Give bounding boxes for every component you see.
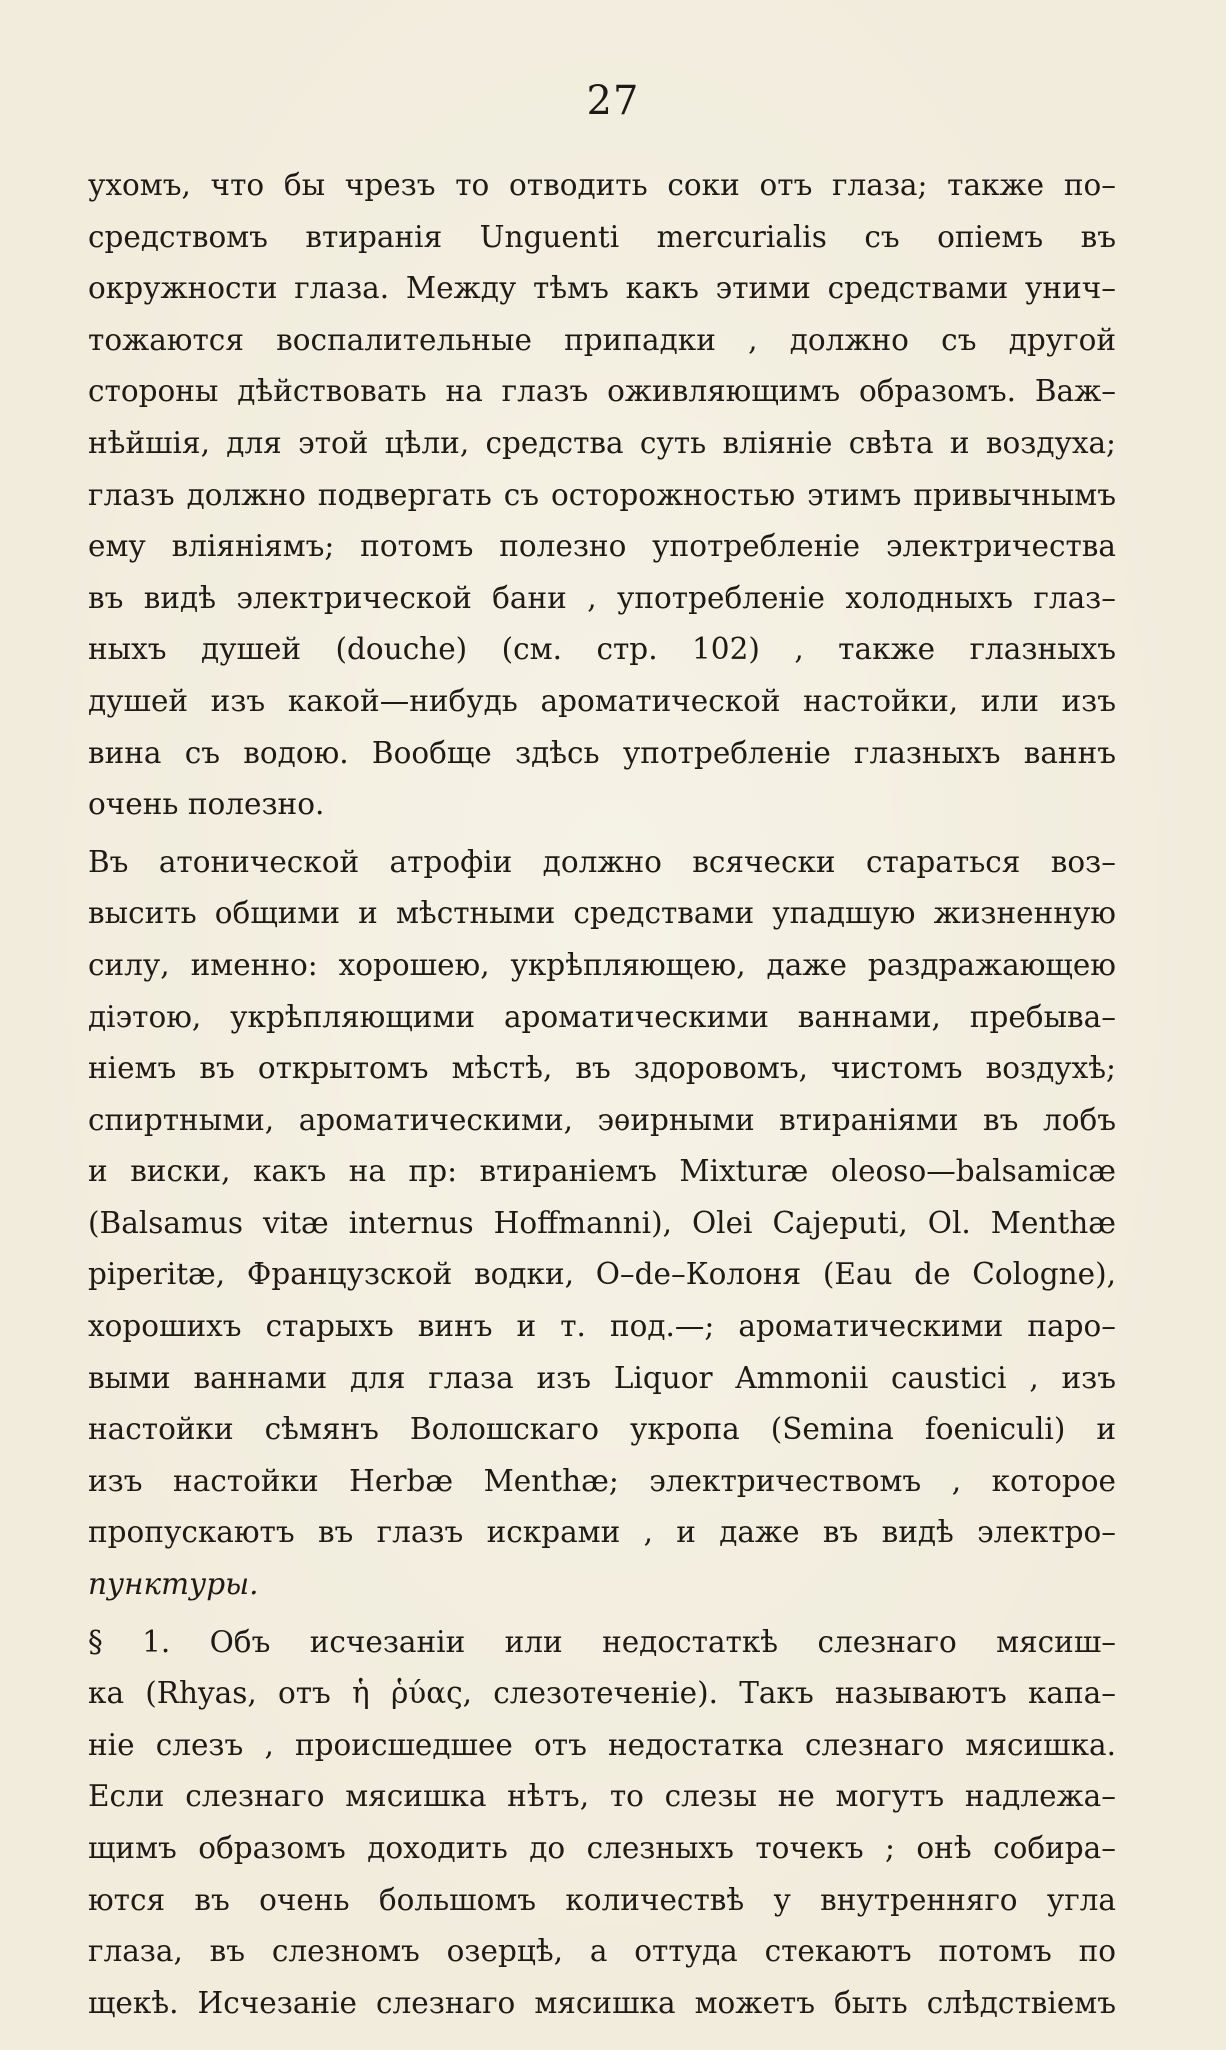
text-line: пропускаютъ въ глазъ искрами , и даже въ видѣ электро–: [88, 1515, 1116, 1550]
text-line: ухомъ, что бы чрезъ то отводить соки отъ глаза; также по–: [88, 168, 1116, 202]
text-line: окружности глаза. Между тѣмъ какъ этими средствами унич–: [88, 271, 1116, 306]
text-line: (Balsamus vitæ internus Hoffmanni), Olei Cajeputi, Ol. Menthæ: [88, 1205, 1116, 1240]
text-line: вина съ водою. Вообще здѣсь употребленіе глазныхъ ваннъ: [88, 735, 1116, 770]
text-line: душей изъ какой—нибудь ароматической настойки, или изъ: [88, 683, 1116, 718]
page-body: [88, 160, 1116, 2029]
text-line: ются въ очень большомъ количествѣ у внутренняго угла: [88, 1882, 1116, 1917]
text-line: ніе слезъ , происшедшее отъ недостатка слезнаго мясишка.: [88, 1727, 1116, 1762]
text-line: Если слезнаго мясишка нѣтъ, то слезы не могутъ надлежа–: [88, 1779, 1116, 1814]
text-line: piperitæ, Французской водки, O–de–Колоня (Eau de Cologne),: [88, 1257, 1116, 1292]
text-line: глаза, въ слезномъ озерцѣ, а оттуда стекаютъ потомъ по: [88, 1934, 1116, 1969]
text-line: стороны дѣйствовать на глазъ оживляющимъ образомъ. Важ–: [88, 374, 1116, 409]
text-line: и виски, какъ на пр: втираніемъ Mixturæ oleoso—balsamicæ: [88, 1154, 1116, 1189]
text-line: § 1. Объ исчезаніи или недостаткѣ слезнаго мясиш–: [88, 1624, 1116, 1659]
text-line: ныхъ душей (douche) (см. стр. 102) , также глазныхъ: [88, 632, 1116, 667]
text-line: высить общими и мѣстными средствами упадшую жизненную: [88, 896, 1116, 931]
text-line: хорошихъ старыхъ винъ и т. под.—; ароматическими паро–: [88, 1309, 1116, 1344]
text-line: глазъ должно подвергать съ осторожностью этимъ привычнымъ: [88, 477, 1116, 512]
text-line: настойки сѣмянъ Волошскаго укропа (Semina foeniculi) и: [88, 1412, 1116, 1447]
text-line: тожаются воспалительные припадки , должно съ другой: [88, 322, 1116, 357]
paragraph-1: [88, 160, 1116, 831]
text-line: щекѣ. Исчезаніе слезнаго мясишка можетъ быть слѣдствіемъ: [88, 1985, 1116, 2020]
paragraph-3: [88, 1617, 1116, 2030]
text-line: выми ваннами для глаза изъ Liquor Ammonii caustici , изъ: [88, 1360, 1116, 1395]
text-line: средствомъ втиранія Unguenti mercurialis съ опіемъ въ: [88, 219, 1116, 254]
text-line: пунктуры.: [88, 1567, 259, 1602]
text-line: Въ атонической атрофіи должно всячески стараться воз–: [88, 844, 1116, 879]
text-line: очень полезно.: [88, 787, 325, 822]
text-line: въ видѣ электрической бани , употребленіе холодныхъ глаз–: [88, 580, 1116, 615]
text-line: нѣйшія, для этой цѣли, средства суть вліяніе свѣта и воздуха;: [88, 425, 1116, 460]
text-line: изъ настойки Herbæ Menthæ; электричествомъ , которое: [88, 1463, 1116, 1498]
text-line: ніемъ въ открытомъ мѣстѣ, въ здоровомъ, чистомъ воздухѣ;: [88, 1051, 1116, 1086]
text-line: діэтою, укрѣпляющими ароматическими ваннами, пребыва–: [88, 999, 1116, 1034]
text-line: ему вліяніямъ; потомъ полезно употребленіе электричества: [88, 529, 1116, 564]
text-line: силу, именно: хорошею, укрѣпляющею, даже раздражающею: [88, 947, 1116, 982]
text-line: щимъ образомъ доходить до слезныхъ точекъ ; онѣ собира–: [88, 1831, 1116, 1865]
text-line: ка (Rhyas, отъ ἡ ῥύας, слезотеченіе). Такъ называютъ капа–: [88, 1676, 1116, 1711]
paragraph-2: [88, 837, 1116, 1611]
page-number: 27: [586, 78, 640, 124]
text-line: спиртными, ароматическими, эѳирными втираніями въ лобъ: [88, 1102, 1116, 1137]
